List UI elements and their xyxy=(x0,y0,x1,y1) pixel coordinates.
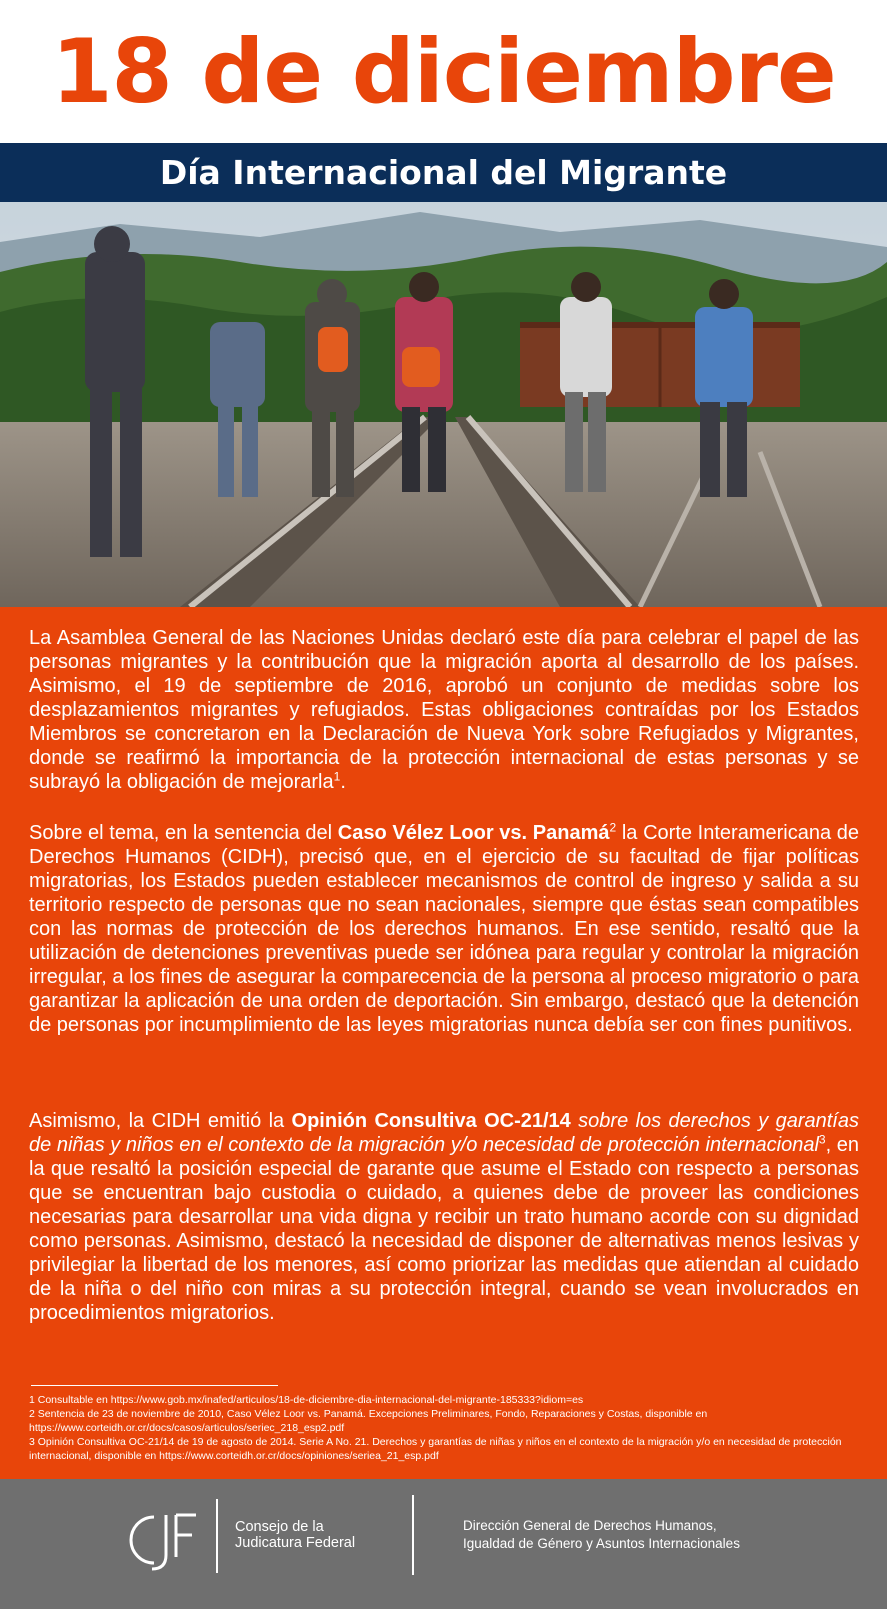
footnote-3: 3 Opinión Consultiva OC-21/14 de 19 de agosto de 2014. Serie A No. 21. Derechos y garantías de niñas y niños en el contexto de la migración y/o en necesidad de protección internacional, disponible en https://www.corteidh.or.cr/docs/opiniones/seriea_21_esp.pdf xyxy=(29,1436,842,1462)
body-section xyxy=(0,607,887,1479)
paragraph-2-intro: Sobre el tema, en la sentencia del xyxy=(29,822,338,844)
migrants-photo xyxy=(0,202,887,607)
migrants-on-tracks-image xyxy=(0,202,887,607)
title-banner xyxy=(0,143,887,202)
org-line-1: Consejo de la xyxy=(235,1519,324,1535)
logo-divider xyxy=(216,1499,218,1573)
organization-name xyxy=(235,1519,395,1551)
paragraph-2 xyxy=(29,821,859,1037)
footer-divider xyxy=(412,1495,414,1575)
paragraph-1-text: La Asamblea General de las Naciones Unidas declaró este día para celebrar el papel de las personas migrantes y la contribución que la migración aporta al desarrollo de los países. Asimismo, el 19 de septiembre de 2016, aprobó un conjunto de medidas sobre los desplazamientos migrantes y refugiados. Estas obligaciones contraídas por los Estados Miembros se concretaron en la Declaración de Nueva York sobre Refugiados y Migrantes, donde se reafirmó la importancia de la protección internacional de estas personas y se subrayó la obligación de mejorarla xyxy=(29,627,859,793)
footnote-2: 2 Sentencia de 23 de noviembre de 2010, Caso Vélez Loor vs. Panamá. Excepciones Preliminares, Fondo, Reparaciones y Costas, disponible en https://www.corteidh.or.cr/docs/casos/articulos/seriec_218_esp2.pdf xyxy=(29,1408,708,1434)
footnote-ref-1: 1 xyxy=(333,769,341,784)
footnote-ref-2: 2 xyxy=(609,820,617,835)
paragraph-1 xyxy=(29,626,859,794)
cjf-logo-icon xyxy=(124,1507,198,1573)
paragraph-1-end: . xyxy=(340,771,346,793)
footnotes xyxy=(29,1393,859,1463)
advisory-opinion-name: Opinión Consultiva OC-21/14 xyxy=(291,1110,571,1132)
paragraph-2-text: la Corte Interamericana de Derechos Humanos (CIDH), precisó que, en el ejercicio de su facultad de fijar políticas migratorias, los Estados pueden establecer mecanismos de control de ingreso y salida a su territorio respecto de personas que no sean nacionales, siempre que éstas sean compatibles con las normas de protección de los derechos humanos. En ese sentido, resaltó que la utilización de detenciones preventivas puede ser idónea para regular y controlar la migración irregular, a los fines de asegurar la comparecencia de la persona al proceso migratorio o para garantizar la aplicación de una orden de deportación. Sin embargo, destacó que la detención de personas por incumplimiento de las leyes migratorias nunca debía ser con fines punitivos. xyxy=(29,822,860,1036)
dept-line-1: Dirección General de Derechos Humanos, xyxy=(463,1518,717,1533)
footnote-1: 1 Consultable en https://www.gob.mx/inafed/articulos/18-de-diciembre-dia-internacional-del-migrante-185333?idiom=es xyxy=(29,1394,584,1406)
header xyxy=(0,0,887,143)
paragraph-3-intro: Asimismo, la CIDH emitió la xyxy=(29,1110,292,1132)
banner-title: Día Internacional del Migrante xyxy=(159,153,728,192)
department-name xyxy=(463,1517,793,1553)
org-line-2: Judicatura Federal xyxy=(235,1535,356,1551)
date-title: 18 de diciembre xyxy=(51,20,836,123)
footnote-ref-3: 3 xyxy=(818,1132,826,1147)
paragraph-3-text: , en la que resaltó la posición especial de garante que asume el Estado con respecto a personas que se encuentran bajo custodia o cuidado, a quienes debe de proveer las condiciones necesarias para desarrollar una vida digna y recibir un trato humano acorde con su dignidad como personas. Asimismo, destacó la necesidad de disponer de alternativas menos lesivas y privilegiar la libertad de los menores, así como priorizar las medidas que atiendan al cuidado de la niña o del niño con miras a su protección integral, cuando se vean involucrados en procedimientos migratorios. xyxy=(29,1134,860,1324)
dept-line-2: Igualdad de Género y Asuntos Internacionales xyxy=(463,1536,740,1551)
advisory-opinion-subtitle: sobre los derechos y garantías de niñas y niños en el contexto de la migración y/o necesidad de protección internacional xyxy=(29,1110,859,1156)
case-name: Caso Vélez Loor vs. Panamá xyxy=(337,822,610,844)
paragraph-3 xyxy=(29,1109,859,1325)
footnote-divider xyxy=(31,1385,278,1386)
footer xyxy=(0,1479,887,1609)
